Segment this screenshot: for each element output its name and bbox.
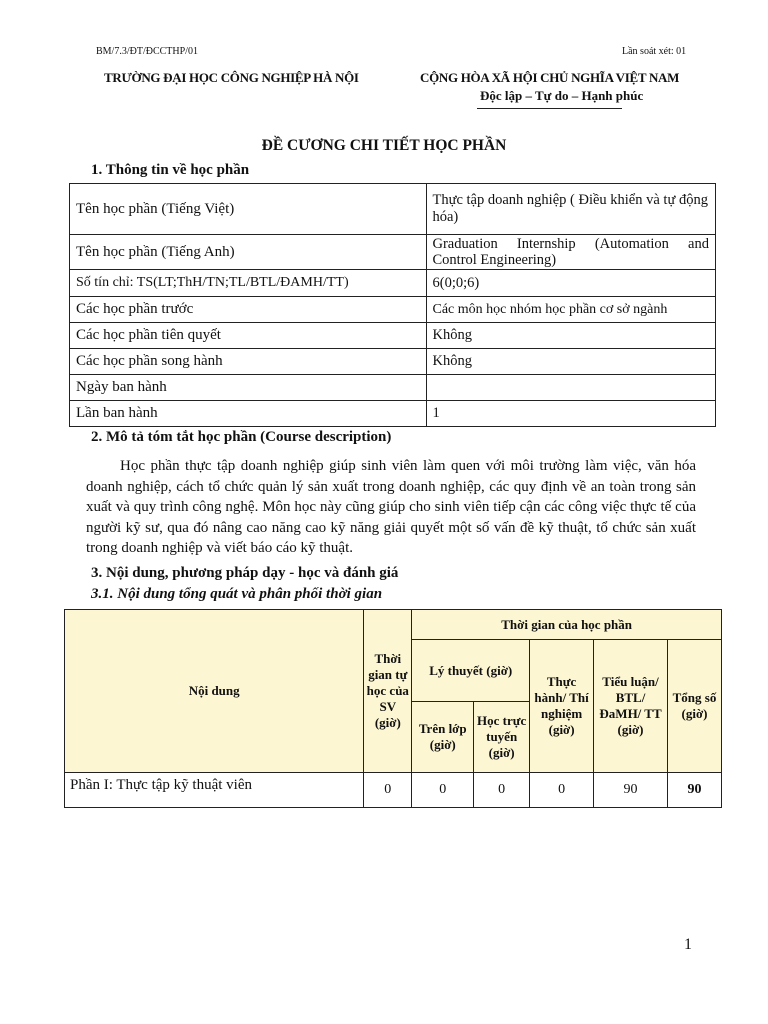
row-label: Lần ban hành [70, 401, 427, 427]
row-value: Thực tập doanh nghiệp ( Điều khiển và tự động hóa) [426, 184, 716, 235]
header-course-time: Thời gian của học phần [412, 610, 722, 640]
header-in-class: Trên lớp (giờ) [412, 702, 474, 773]
table-row [70, 349, 716, 375]
table-row [70, 184, 716, 235]
row-value: Không [426, 349, 716, 375]
header-total: Tổng số (giờ) [668, 640, 722, 773]
header-online: Học trực tuyến (giờ) [474, 702, 530, 773]
header-self-study: Thời gian tự học của SV (giờ) [364, 610, 412, 773]
cell-essay: 90 [594, 773, 668, 808]
header-essay: Tiểu luận/ BTL/ ĐaMH/ TT (giờ) [594, 640, 668, 773]
cell-online: 0 [474, 773, 530, 808]
time-distribution-table [64, 609, 722, 808]
row-label: Các học phần tiên quyết [70, 323, 427, 349]
row-label: Tên học phần (Tiếng Việt) [70, 184, 427, 235]
motto: Độc lập – Tự do – Hạnh phúc [480, 88, 644, 103]
course-info-table [69, 183, 716, 427]
table-row [70, 235, 716, 270]
row-label: Các học phần song hành [70, 349, 427, 375]
motto-underline [477, 108, 622, 109]
row-label: Ngày ban hành [70, 375, 427, 401]
row-value: 1 [426, 401, 716, 427]
table-row [70, 270, 716, 297]
row-label: Các học phần trước [70, 297, 427, 323]
table-row [65, 773, 722, 808]
row-value: Graduation Internship (Automation and Control Engineering) [426, 235, 716, 270]
university-name: TRƯỜNG ĐẠI HỌC CÔNG NGHIỆP HÀ NỘI [104, 70, 359, 85]
section1-heading: 1. Thông tin về học phần [91, 162, 250, 178]
cell-self-study: 0 [364, 773, 412, 808]
row-label: Tên học phần (Tiếng Anh) [70, 235, 427, 270]
cell-in-class: 0 [412, 773, 474, 808]
page-number: 1 [684, 936, 692, 953]
table-row [70, 297, 716, 323]
section2-heading: 2. Mô tả tóm tắt học phần (Course description) [91, 429, 392, 445]
cell-total: 90 [668, 773, 722, 808]
form-code: BM/7.3/ĐT/ĐCCTHP/01 [96, 46, 198, 57]
row-value: 6(0;0;6) [426, 270, 716, 297]
page-title: ĐỀ CƯƠNG CHI TIẾT HỌC PHẦN [261, 137, 507, 154]
header-content: Nội dung [65, 610, 364, 773]
row-value: Các môn học nhóm học phần cơ sở ngành [426, 297, 716, 323]
row-label: Số tín chỉ: TS(LT;ThH/TN;TL/BTL/ĐAMH/TT) [70, 270, 427, 297]
section3-1-heading: 3.1. Nội dung tổng quát và phân phối thời gian [91, 586, 383, 602]
table-row [70, 375, 716, 401]
course-description: Học phần thực tập doanh nghiệp giúp sinh viên làm quen với môi trường làm việc, văn hóa doanh nghiệp, cách tổ chức quản lý sản xuất trong doanh nghiệp, các quy định về an toàn trong sản xuất và quy trình công nghệ. Môn học này cũng giúp cho sinh viên tiếp cận các công việc thực tế của người kỹ sư, qua đó nâng cao năng cao kỹ năng giải quyết một số vấn đề kỹ thuật, tổ chức sản xuất trong doanh nghiệp và viết báo cáo kỹ thuật. [86, 458, 696, 556]
revision-label: Lần soát xét: 01 [622, 46, 687, 57]
cell-content: Phần I: Thực tập kỹ thuật viên [65, 773, 364, 808]
republic-name: CỘNG HÒA XÃ HỘI CHỦ NGHĨA VIỆT NAM [420, 70, 680, 85]
cell-practice: 0 [530, 773, 594, 808]
header-practice: Thực hành/ Thí nghiệm (giờ) [530, 640, 594, 773]
row-value [426, 375, 716, 401]
row-value: Không [426, 323, 716, 349]
table-row [70, 401, 716, 427]
section3-heading: 3. Nội dung, phương pháp dạy - học và đánh giá [91, 565, 399, 581]
table-row [70, 323, 716, 349]
header-theory: Lý thuyết (giờ) [412, 640, 530, 702]
